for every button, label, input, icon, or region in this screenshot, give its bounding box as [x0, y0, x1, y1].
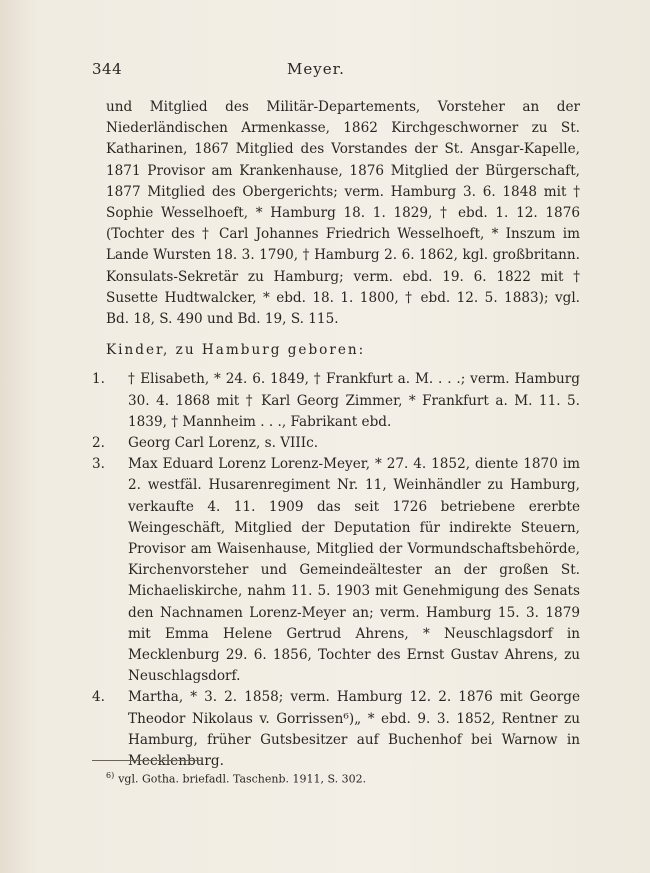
intro-paragraph: und Mitglied des Militär-Departements, Vorsteher an der Niederländischen Armenkasse, 1862 Kirchgeschworner zu St. Katharinen, 1867 Mitglied des Vorstandes der St. Ansgar-Kapelle, 1871 Provisor am Krankenhause, 1876 Mitglied der Bürgerschaft, 1877 Mitglied des Obergerichts; verm. Hamburg 3. 6. 1848 mit † Sophie Wesselhoeft, * Hamburg 18. 1. 1829, † ebd. 1. 12. 1876 (Tochter des † Carl Johannes Friedrich Wesselhoeft, * Inszum im Lande Wursten 18. 3. 1790, † Hamburg 2. 6. 1862, kgl. großbritann. Konsulats-Sekretär zu Hamburg; verm. ebd. 19. 6. 1822 mit † Susette Hudtwalcker, * ebd. 18. 1. 1800, † ebd. 12. 5. 1883); vgl. Bd. 18, S. 490 und Bd. 19, S. 115. [106, 99, 580, 328]
footnote-text: vgl. Gotha. briefadl. Taschenb. 1911, S. 302. [118, 772, 367, 786]
list-item-text: Georg Carl Lorenz, s. VIIIc. [128, 435, 319, 452]
list-item [92, 454, 580, 687]
list-item [92, 433, 580, 454]
footnote-rule [92, 760, 202, 761]
list-item-number: 2. [92, 435, 105, 452]
page-body [92, 97, 580, 772]
page-number: 344 [92, 60, 123, 78]
page-header [92, 60, 540, 82]
list-item-text: † Elisabeth, * 24. 6. 1849, † Frankfurt a. M. . . .; verm. Hamburg 30. 4. 1868 mit † Karl Georg Zimmer, * Frankfurt a. M. 11. 5. 1839, † Mannheim . . ., Fabrikant ebd. [128, 371, 580, 430]
children-heading: Kinder, zu Hamburg geboren: [106, 342, 366, 359]
children-list [92, 369, 580, 772]
list-item-text: Martha, * 3. 2. 1858; verm. Hamburg 12. 2. 1876 mit George Theodor Nikolaus v. Gorrissen⁶)„ * ebd. 9. 3. 1852, Rentner zu Hamburg, früher Gutsbesitzer auf Buchenhof bei Warnow in Mecklenburg. [128, 689, 580, 770]
list-item-number: 4. [92, 689, 105, 706]
footnote [106, 768, 566, 787]
list-item-number: 3. [92, 456, 105, 473]
footnote-mark: 6) [106, 771, 115, 780]
list-item-number: 1. [92, 371, 105, 388]
list-item [92, 369, 580, 433]
running-head: Meyer. [287, 60, 345, 78]
list-item-text: Max Eduard Lorenz Lorenz-Meyer, * 27. 4. 1852, diente 1870 im 2. westfäl. Husarenregiment Nr. 11, Weinhändler zu Hamburg, verkaufte 4. 11. 1909 das seit 1726 betriebene ererbte Weingeschäft, Mitglied der Deputation für indirekte Steuern, Provisor am Waisenhause, Mitglied der Vormundschaftsbehörde, Kirchenvorsteher und Gemeindeältester an der großen St. Michaeliskirche, nahm 11. 5. 1903 mit Genehmigung des Senats den Nachnamen Lorenz-Meyer an; verm. Hamburg 15. 3. 1879 mit Emma Helene Gertrud Ahrens, * Neuschlagsdorf in Mecklenburg 29. 6. 1856, Tochter des Ernst Gustav Ahrens, zu Neuschlagsdorf. [128, 456, 580, 685]
